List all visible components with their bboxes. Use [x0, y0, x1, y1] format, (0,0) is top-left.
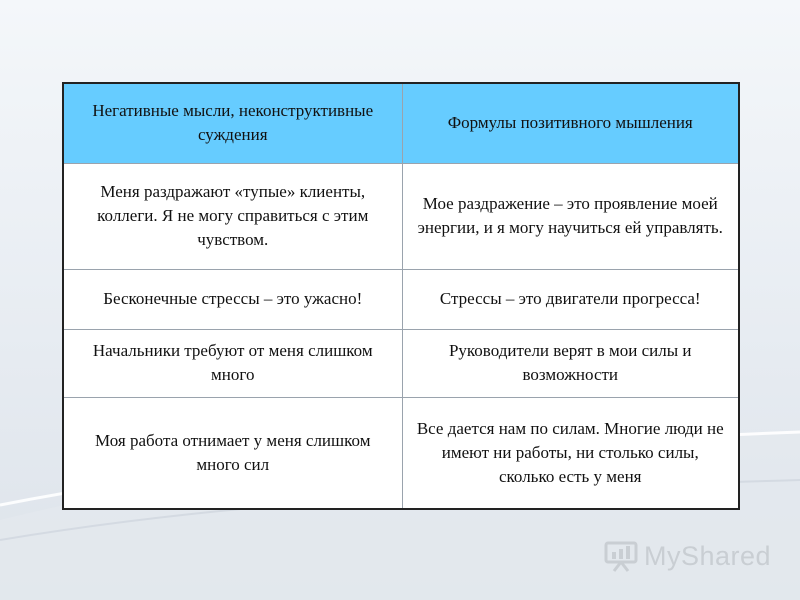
negative-thought-cell: Моя работа отнимает у меня слишком много сил	[63, 397, 402, 509]
table-row	[63, 163, 739, 269]
negative-thought-cell: Меня раздражают «тупые» клиенты, коллеги. Я не могу справиться с этим чувством.	[63, 163, 402, 269]
negative-thought-cell: Начальники требуют от меня слишком много	[63, 329, 402, 397]
watermark-text: MyShared	[644, 540, 772, 571]
positive-formula-cell: Руководители верят в мои силы и возможности	[402, 329, 739, 397]
negative-thought-cell: Бесконечные стрессы – это ужасно!	[63, 269, 402, 329]
positive-formula-cell: Все дается нам по силам. Многие люди не имеют ни работы, ни столько силы, сколько есть у меня	[402, 397, 739, 509]
header-negative-thoughts: Негативные мысли, неконструктивные суждения	[63, 83, 402, 163]
thinking-comparison-table	[62, 82, 740, 510]
positive-formula-cell: Стрессы – это двигатели прогресса!	[402, 269, 739, 329]
myshared-watermark	[604, 536, 774, 576]
positive-formula-cell: Мое раздражение – это проявление моей энергии, и я могу научиться ей управлять.	[402, 163, 739, 269]
table-row	[63, 329, 739, 397]
table-row	[63, 269, 739, 329]
table-row	[63, 397, 739, 509]
table-header-row	[63, 83, 739, 163]
header-positive-formulas: Формулы позитивного мышления	[402, 83, 739, 163]
presentation-board-icon	[604, 540, 638, 572]
